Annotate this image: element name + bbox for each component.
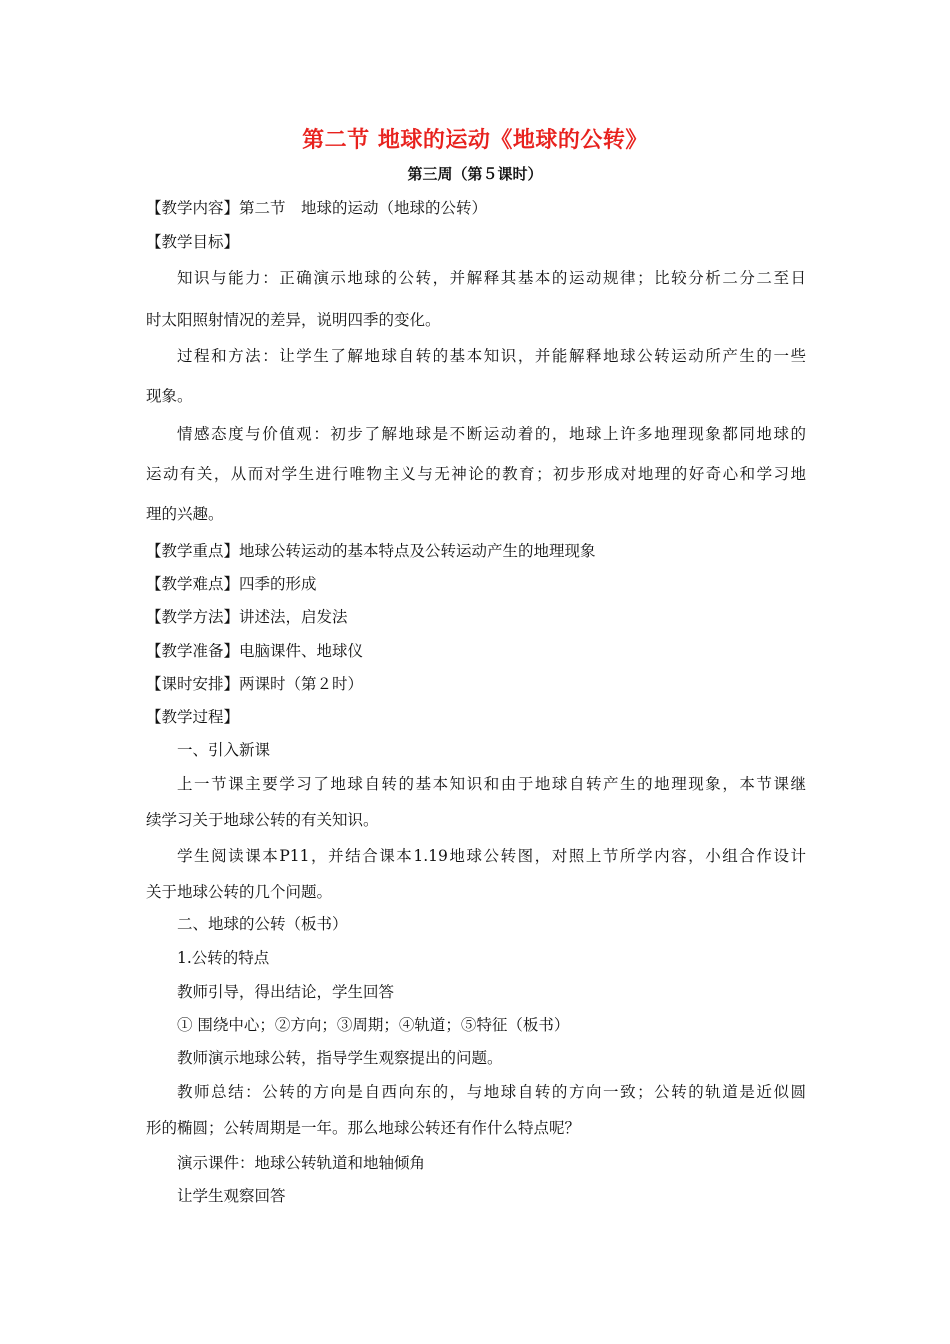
paragraph-line: 过程和方法：让学生了解地球自转的基本知识，并能解释地球公转运动所产生的一些 — [177, 347, 806, 365]
paragraph-line: ① 围绕中心；②方向；③周期；④轨道；⑤特征（板书） — [177, 1016, 570, 1034]
paragraph-line: 教师引导，得出结论，学生回答 — [177, 983, 395, 1001]
document-subtitle: 第三周（第５课时） — [407, 165, 543, 183]
paragraph-line: 教师总结：公转的方向是自西向东的，与地球自转的方向一致；公转的轨道是近似圆 — [177, 1083, 806, 1101]
teaching-content: 【教学内容】第二节 地球的运动（地球的公转） — [146, 199, 488, 217]
teaching-preparation: 【教学准备】电脑课件、地球仪 — [146, 642, 364, 660]
paragraph-line: 知识与能力：正确演示地球的公转，并解释其基本的运动规律；比较分析二分二至日 — [177, 269, 806, 287]
paragraph-line: 演示课件：地球公转轨道和地轴倾角 — [177, 1154, 426, 1172]
paragraph-line: 情感态度与价值观：初步了解地球是不断运动着的，地球上许多地理现象都同地球的 — [177, 425, 806, 443]
teaching-methods: 【教学方法】讲述法，启发法 — [146, 608, 348, 626]
section-heading-process: 【教学过程】 — [146, 708, 240, 726]
subheading-characteristics: 1.公转的特点 — [177, 949, 270, 967]
paragraph-line: 上一节课主要学习了地球自转的基本知识和由于地球自转产生的地理现象，本节课继 — [177, 775, 806, 793]
paragraph-line: 现象。 — [146, 387, 193, 405]
paragraph-line: 学生阅读课本P11，并结合课本1.19地球公转图，对照上节所学内容，小组合作设计 — [177, 847, 806, 865]
paragraph-line: 让学生观察回答 — [177, 1187, 286, 1205]
paragraph-line: 形的椭圆；公转周期是一年。那么地球公转还有作什么特点呢？ — [146, 1119, 581, 1137]
subheading-revolution: 二、地球的公转（板书） — [177, 915, 348, 933]
section-heading-objectives: 【教学目标】 — [146, 233, 240, 251]
teaching-key-points: 【教学重点】地球公转运动的基本特点及公转运动产生的地理现象 — [146, 542, 596, 560]
document-title: 第二节 地球的运动《地球的公转》 — [302, 127, 648, 153]
subheading-intro: 一、引入新课 — [177, 741, 271, 759]
paragraph-line: 运动有关，从而对学生进行唯物主义与无神论的教育；初步形成对地理的好奇心和学习地 — [146, 465, 806, 483]
paragraph-line: 理的兴趣。 — [146, 505, 224, 523]
paragraph-line: 时太阳照射情况的差异，说明四季的变化。 — [146, 311, 441, 329]
teaching-difficulties: 【教学难点】四季的形成 — [146, 575, 317, 593]
paragraph-line: 续学习关于地球公转的有关知识。 — [146, 811, 379, 829]
paragraph-line: 关于地球公转的几个问题。 — [146, 883, 333, 901]
class-schedule: 【课时安排】两课时（第２时） — [146, 675, 364, 693]
paragraph-line: 教师演示地球公转，指导学生观察提出的问题。 — [177, 1049, 503, 1067]
